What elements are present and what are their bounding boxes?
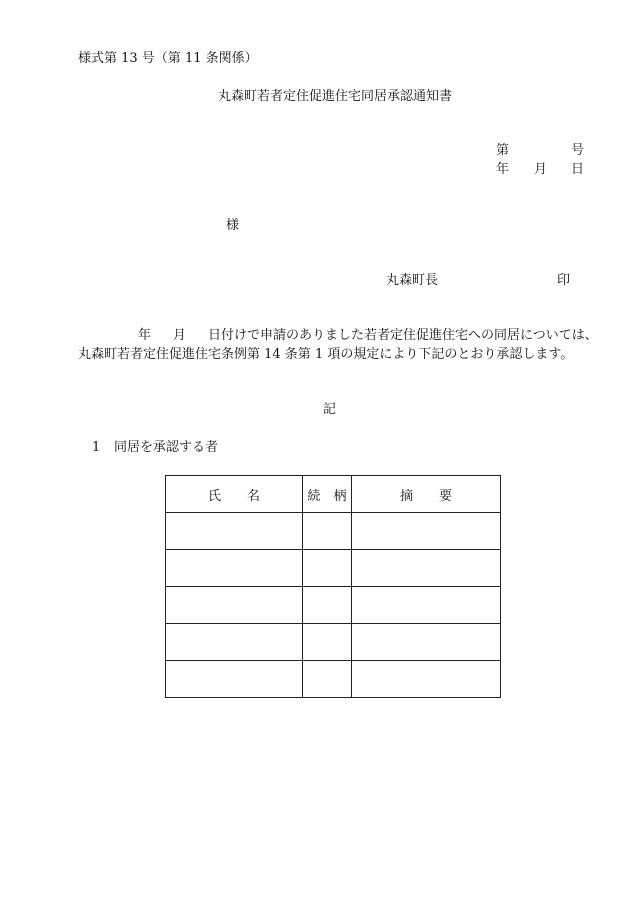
cell-relationship	[303, 661, 352, 698]
table-header-row	[166, 476, 501, 513]
table-row	[166, 550, 501, 587]
date-year-label: 年	[496, 162, 510, 177]
date-month-label: 月	[534, 162, 548, 177]
document-title: 丸森町若者定住促進住宅同居承認通知書	[218, 89, 453, 104]
section-1-title: 同居を承認する者	[114, 440, 219, 455]
header-relationship: 続 柄	[303, 476, 352, 513]
cell-relationship	[303, 513, 352, 550]
body-month-label: 月	[173, 328, 187, 343]
cell-name	[166, 513, 303, 550]
body-paragraph-line-2: 丸森町若者定住促進住宅条例第 14 条第 1 項の規定により下記のとおり承認します。	[78, 347, 574, 362]
cell-name	[166, 550, 303, 587]
ki-heading: 記	[323, 402, 337, 417]
table-row	[166, 661, 501, 698]
body-year-label: 年	[138, 328, 152, 343]
form-number: 様式第 13 号（第 11 条関係）	[78, 51, 258, 66]
cohabitant-table	[165, 475, 501, 698]
addressee-honorific: 様	[226, 218, 240, 233]
header-remarks: 摘 要	[352, 476, 501, 513]
table-row	[166, 624, 501, 661]
cell-name	[166, 587, 303, 624]
cell-remarks	[352, 513, 501, 550]
date-day-label: 日	[571, 162, 585, 177]
section-1-number: 1	[92, 440, 101, 455]
body-paragraph-line-1	[78, 328, 598, 344]
body-day-text: 日付けで申請のありました若者定住促進住宅への同居については、	[208, 328, 598, 343]
table-row	[166, 513, 501, 550]
cell-remarks	[352, 624, 501, 661]
cell-name	[166, 624, 303, 661]
table-row	[166, 587, 501, 624]
cell-relationship	[303, 587, 352, 624]
document-number-suffix: 号	[571, 143, 585, 158]
cell-remarks	[352, 661, 501, 698]
issuer-seal: 印	[557, 273, 571, 288]
cell-relationship	[303, 550, 352, 587]
cell-remarks	[352, 550, 501, 587]
document-number-prefix: 第	[496, 143, 510, 158]
header-name: 氏 名	[166, 476, 303, 513]
cell-name	[166, 661, 303, 698]
section-1-heading	[92, 440, 218, 456]
cell-remarks	[352, 587, 501, 624]
issuer-name: 丸森町長	[386, 273, 439, 288]
cell-relationship	[303, 624, 352, 661]
